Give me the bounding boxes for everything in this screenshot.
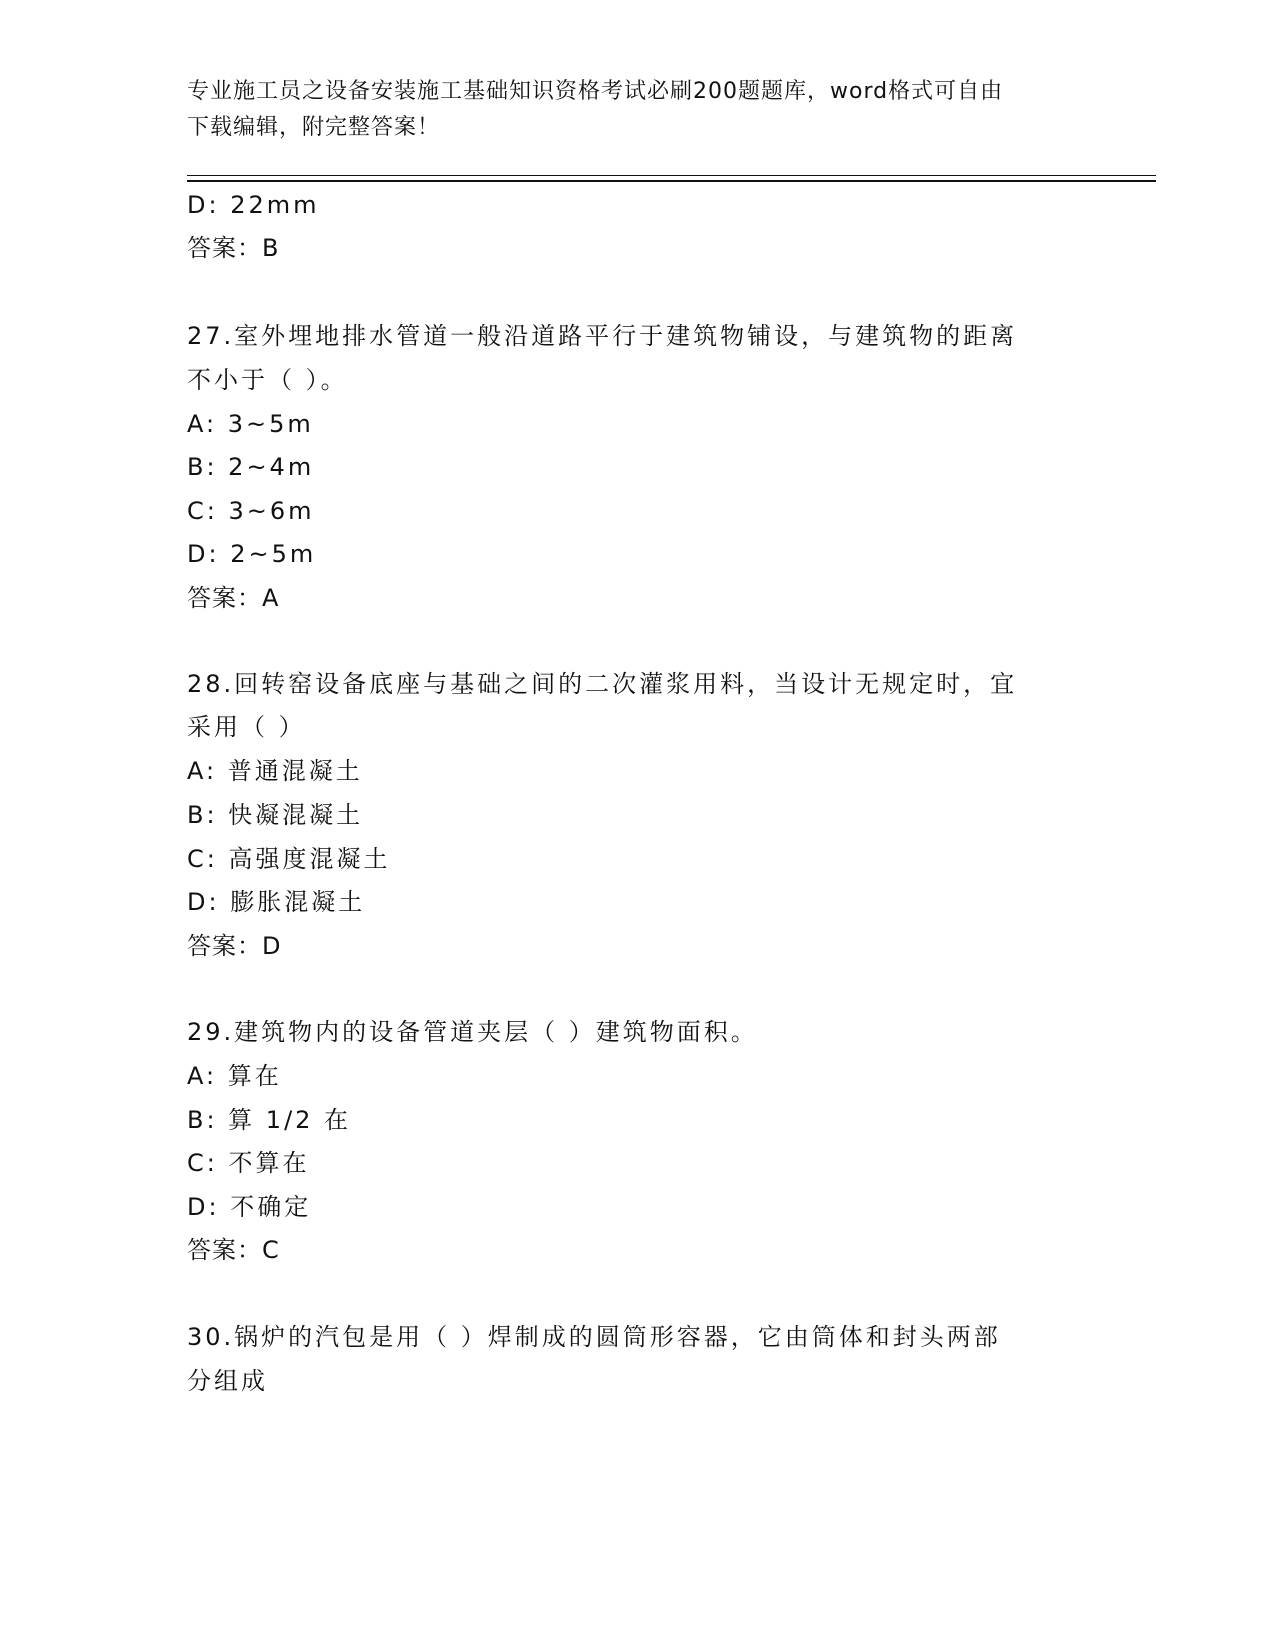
header-line-1: 专业施工员之设备安装施工基础知识资格考试必刷200题题库，word格式可自由	[187, 79, 1004, 104]
q28-option-a: A: 普通混凝土	[187, 757, 363, 785]
q28-answer: 答案：D	[187, 932, 282, 960]
q30-stem-line-1: 30.锅炉的汽包是用（ ）焊制成的圆筒形容器，它由筒体和封头两部	[187, 1323, 1001, 1351]
q28-option-d: D: 膨胀混凝土	[187, 888, 366, 916]
q27-answer: 答案：A	[187, 584, 280, 612]
header-divider-thin	[187, 175, 1156, 176]
q27-option-c: C: 3~6m	[187, 497, 315, 525]
q29-answer: 答案：C	[187, 1236, 280, 1264]
document-header	[187, 74, 1087, 146]
q28-stem-line-1: 28.回转窑设备底座与基础之间的二次灌浆用料，当设计无规定时，宜	[187, 670, 1018, 698]
q29-option-c: C: 不算在	[187, 1149, 310, 1177]
q27-option-d: D: 2~5m	[187, 540, 317, 568]
q29-option-d: D: 不确定	[187, 1193, 312, 1221]
q27-stem-line-2: 不小于（ ）。	[187, 366, 348, 394]
q27-option-a: A: 3~5m	[187, 410, 314, 438]
q28-option-c: C: 高强度混凝土	[187, 845, 391, 873]
header-line-2: 下载编辑，附完整答案！	[187, 115, 441, 140]
prev-answer: 答案：B	[187, 234, 280, 262]
header-divider-thick	[187, 180, 1156, 182]
q30-stem-line-2: 分组成	[187, 1367, 268, 1395]
prev-option-d: D: 22mm	[187, 191, 320, 219]
q29-stem-line-1: 29.建筑物内的设备管道夹层（ ）建筑物面积。	[187, 1018, 758, 1046]
q28-option-b: B: 快凝混凝土	[187, 801, 364, 829]
q28-stem-line-2: 采用（ ）	[187, 713, 306, 741]
q27-option-b: B: 2~4m	[187, 453, 315, 481]
q29-option-a: A: 算在	[187, 1062, 282, 1090]
q29-option-b: B: 算 1/2 在	[187, 1106, 352, 1134]
q27-stem-line-1: 27.室外埋地排水管道一般沿道路平行于建筑物铺设，与建筑物的距离	[187, 322, 1018, 350]
